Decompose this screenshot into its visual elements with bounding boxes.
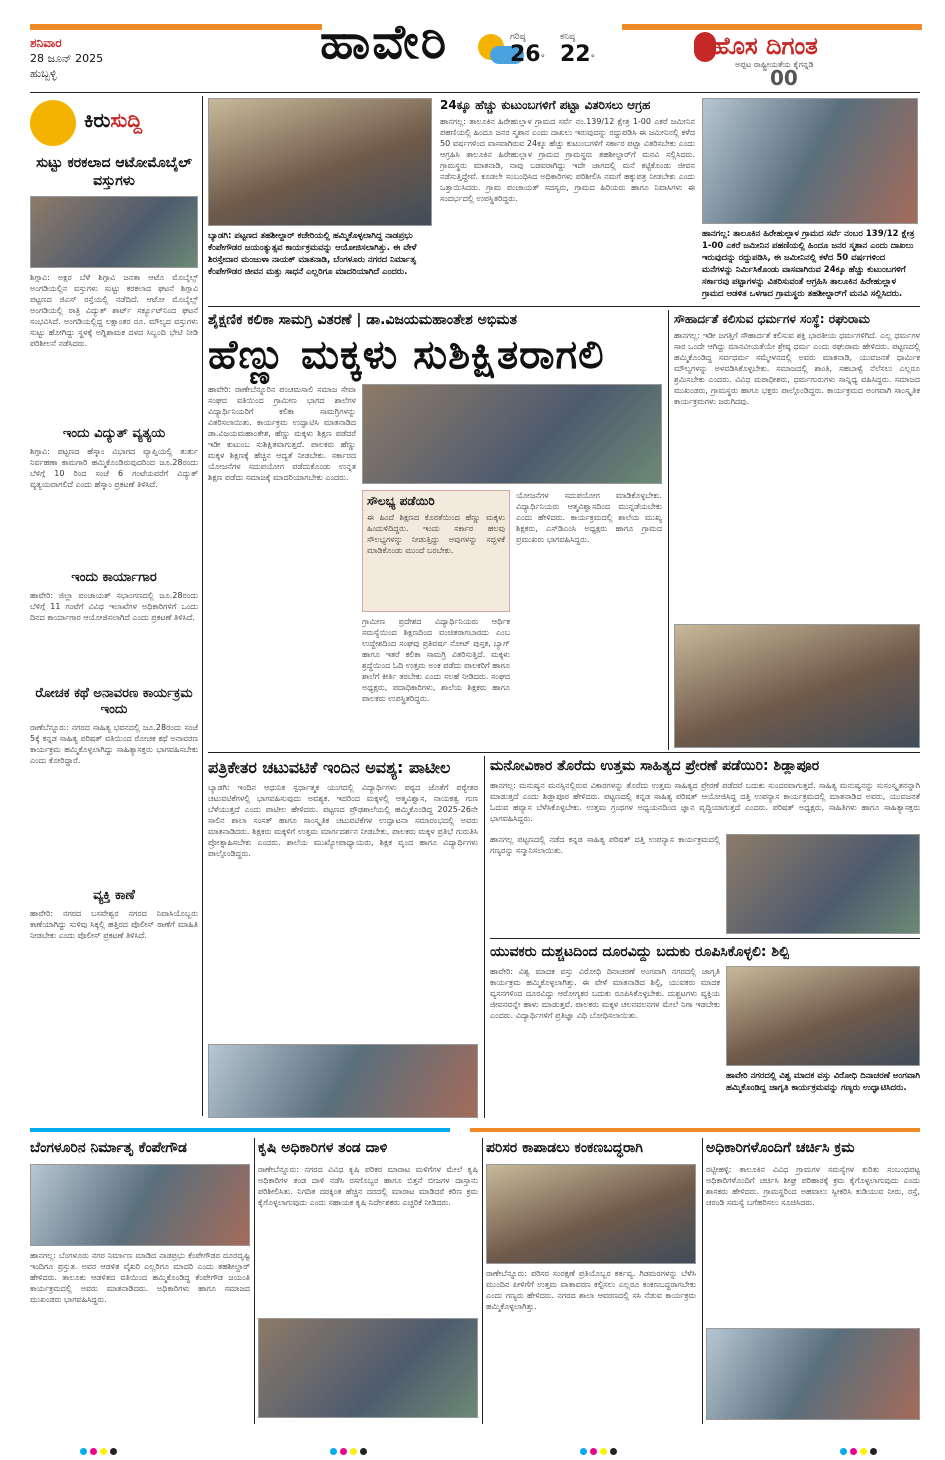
edition-title: ಹಾವೇರಿ <box>320 14 449 70</box>
photo-caption: ಹಾನಗಲ್ಲ: ತಾಲೂಕಿನ ಹಿರೇಹುಲ್ಲಾಳ ಗ್ರಾಮದ ಸರ್ವೆ ನಂಬರ 139/12 ಕ್ಷೇತ್ರ 1-00 ಎಕರೆ ಜಮೀನಿನ ಪಹಣಿಯಲ್ಲಿ ಹಿಂದೂ ಜನರ ಸ್ಮಶಾನ ಎಂದು ದಾಖಲು ಇರುವುದನ್ನು ರದ್ದುಪಡಿಸಿ, ಈ ಜಮೀನಿನಲ್ಲಿ ಕಳೆದ 50 ವರ್ಷಗಳಿಂದ ಮನೆಗಳನ್ನು ನಿರ್ಮಿಸಿಕೊಂಡು ವಾಸವಾಗಿರುವ 24ಕ್ಕೂ ಹೆಚ್ಚು ಕುಟುಂಬಗಳಿಗೆ ಸರ್ಕಾರವು ಪಟ್ಟಾಗಳನ್ನು ವಿತರಿಸುವಂತೆ ಆಗ್ರಹಿಸಿ ತಾಲೂಕಿನ ಹಿರೇಹುಲ್ಲಾಳ ಗ್ರಾಮದ ಆಡಳಿತ ಒಳಗಾದ ಗ್ರಾಮಸ್ಥರು ತಹಶೀಲ್ದಾರ್‌ಗೆ ಮನವಿ ಸಲ್ಲಿಸಿದರು. <box>702 229 915 299</box>
dateline-city: ಹುಬ್ಬಳ್ಳಿ <box>30 67 57 80</box>
anti-drug-event-photo <box>726 966 920 1066</box>
kiru-item-body: ಹಾವೇರಿ: ಜಿಲ್ಲಾ ಪಂಚಾಯತ್ ಸಭಾಂಗಣದಲ್ಲಿ ಜೂ.28ರಂದು ಬೆಳಿಗ್ಗೆ 11 ಗಂಟೆಗೆ ವಿವಿಧ ಇಲಾಖೆಗಳ ಅಧಿಕಾರಿಗಳಿಗೆ ಒಂದು ದಿನದ ಕಾರ್ಯಾಗಾರ ಆಯೋಜಿಸಲಾಗಿದೆ ಎಂದು ಪ್ರಕಟಣೆ ತಿಳಿಸಿದೆ. <box>30 591 198 622</box>
pointing-hand-icon <box>30 100 76 146</box>
kiru-item-body: ಶಿಗ್ಗಾವಿ: ಪಟ್ಟಣದ ಹೆಸ್ಕಾಂ ವಿಭಾಗದ ವ್ಯಾಪ್ತಿಯಲ್ಲಿ ತುರ್ತು ನಿರ್ವಹಣಾ ಕಾಮಗಾರಿ ಹಮ್ಮಿಕೊಂಡಿರುವುದರಿಂದ ಜೂ.28ರಂದು ಬೆಳಿಗ್ಗೆ 10 ರಿಂದ ಸಂಜೆ 6 ಗಂಟೆಯವರೆಗೆ ವಿದ್ಯುತ್ ವ್ಯತ್ಯಯವಾಗಲಿದೆ ಎಂದು ಹೆಸ್ಕಾಂ ಪ್ರಕಟಣೆ ತಿಳಿಸಿದೆ. <box>30 447 198 489</box>
column-rule <box>254 1138 255 1424</box>
column-rule <box>482 1138 483 1424</box>
story-body: ಬ್ಯಾಡಗಿ: ಇಂದಿನ ಆಧುನಿಕ ಸ್ಪರ್ಧಾತ್ಮಕ ಯುಗದಲ್ಲಿ ವಿದ್ಯಾರ್ಥಿಗಳು ಪಠ್ಯದ ಜೊತೆಗೆ ಪಠ್ಯೇತರ ಚಟುವಟಿಕೆಗಳಲ್ಲಿ ಭಾಗವಹಿಸುವುದು ಅವಶ್ಯಕ. ಇದರಿಂದ ಮಕ್ಕಳಲ್ಲಿ ಆತ್ಮವಿಶ್ವಾಸ, ನಾಯಕತ್ವ ಗುಣ ಬೆಳೆಯುತ್ತದೆ ಎಂದು ಪಾಟೀಲ ಹೇಳಿದರು. ಪಟ್ಟಣದ ಪ್ರೌಢಶಾಲೆಯಲ್ಲಿ ಹಮ್ಮಿಕೊಂಡಿದ್ದ 2025-26ನೇ ಸಾಲಿನ ಶಾಲಾ ಸಂಸತ್ ಹಾಗೂ ಸಾಂಸ್ಕೃತಿಕ ಚಟುವಟಿಕೆಗಳ ಉದ್ಘಾಟನಾ ಸಮಾರಂಭದಲ್ಲಿ ಅವರು ಮಾತನಾಡಿದರು. ಶಿಕ್ಷಕರು ಮಕ್ಕಳಿಗೆ ಉತ್ತಮ ಮಾರ್ಗದರ್ಶನ ನೀಡಬೇಕು, ಪಾಲಕರು ಮಕ್ಕಳ ಪ್ರತಿಭೆ ಗುರುತಿಸಿ ಪ್ರೋತ್ಸಾಹಿಸಬೇಕು ಎಂದರು. ಶಾಲೆಯ ಮುಖ್ಯೋಪಾಧ್ಯಾಯರು, ಶಿಕ್ಷಕ ವೃಂದ ಹಾಗೂ ವಿದ್ಯಾರ್ಥಿಗಳು ಪಾಲ್ಗೊಂಡಿದ್ದರು. <box>208 783 478 858</box>
page-number: 00 <box>770 66 798 90</box>
lead-body: ಹಾವೇರಿ: ರಾಣೇಬೆನ್ನೂರಿನ ಪಂಚಮಸಾಲಿ ಸಮಾಜ ಸೇವಾ ಸಂಘದ ವತಿಯಿಂದ ಗ್ರಾಮೀಣ ಭಾಗದ ಶಾಲೆಗಳ ವಿದ್ಯಾರ್ಥಿನಿಯರಿಗೆ ಕಲಿಕಾ ಸಾಮಗ್ರಿಗಳನ್ನು ವಿತರಿಸಲಾಯಿತು. ಕಾರ್ಯಕ್ರಮ ಉದ್ಘಾಟಿಸಿ ಮಾತನಾಡಿದ ಡಾ.ವಿಜಯಮಹಾಂತೇಶ, ಹೆಣ್ಣು ಮಕ್ಕಳು ಶಿಕ್ಷಣ ಪಡೆದರೆ ಇಡೀ ಕುಟುಂಬ ಸುಶಿಕ್ಷಿತವಾಗುತ್ತದೆ. ಪಾಲಕರು ಹೆಣ್ಣು ಮಕ್ಕಳ ಶಿಕ್ಷಣಕ್ಕೆ ಹೆಚ್ಚಿನ ಆದ್ಯತೆ ನೀಡಬೇಕು. ಸರ್ಕಾರದ ಯೋಜನೆಗಳ ಸದುಪಯೋಗ ಪಡೆದುಕೊಂಡು ಉನ್ನತ ಶಿಕ್ಷಣ ಪಡೆದು ಸಮಾಜಕ್ಕೆ ಮಾದರಿಯಾಗಬೇಕು ಎಂದರು. <box>208 385 356 482</box>
kiru-item-headline: ಸುಟ್ಟು ಕರಕಲಾದ ಆಟೋಮೊಬೈಲ್ ವಸ್ತುಗಳು <box>36 155 192 189</box>
lead-headline: ಹೆಣ್ಣು ಮಕ್ಕಳು ಸುಶಿಕ್ಷಿತರಾಗಲಿ <box>208 332 605 378</box>
literature-event-photo <box>726 834 920 934</box>
story-body: ರಟ್ಟೀಹಳ್ಳಿ: ತಾಲೂಕಿನ ವಿವಿಧ ಗ್ರಾಮಗಳ ಸಮಸ್ಯೆಗಳ ಕುರಿತು ಸಂಬಂಧಪಟ್ಟ ಅಧಿಕಾರಿಗಳೊಂದಿಗೆ ಚರ್ಚಿಸಿ ಶೀಘ್ರ ಪರಿಹಾರಕ್ಕೆ ಕ್ರಮ ಕೈಗೊಳ್ಳಲಾಗುವುದು ಎಂದು ಶಾಸಕರು ಹೇಳಿದರು. ಗ್ರಾಮಸ್ಥರಿಂದ ಅಹವಾಲು ಸ್ವೀಕರಿಸಿ ಕುಡಿಯುವ ನೀರು, ರಸ್ತೆ, ಚರಂಡಿ ಸಮಸ್ಯೆ ಬಗೆಹರಿಸಲು ಸೂಚಿಸಿದರು. <box>706 1165 920 1207</box>
kiru-item-headline: ಇಂದು ಕಾರ್ಯಾಗಾರ <box>71 570 157 585</box>
column-rule <box>484 756 485 1118</box>
story-headline: 24ಕ್ಕೂ ಹೆಚ್ಚು ಕುಟುಂಬಗಳಿಗೆ ಪಟ್ಟಾ ವಿತರಿಸಲು ಆಗ್ರಹ <box>440 98 651 112</box>
lead-body: ಯೋಜನೆಗಳ ಸದುಪಯೋಗ ಮಾಡಿಕೊಳ್ಳಬೇಕು. ವಿದ್ಯಾರ್ಥಿನಿಯರು ಆತ್ಮವಿಶ್ವಾಸದಿಂದ ಮುನ್ನಡೆಯಬೇಕು ಎಂದು ಹೇಳಿದರು. ಕಾರ್ಯಕ್ರಮದಲ್ಲಿ ಶಾಲೆಯ ಮುಖ್ಯ ಶಿಕ್ಷಕರು, ಎಸ್‌ಡಿಎಂಸಿ ಅಧ್ಯಕ್ಷರು ಹಾಗೂ ಗ್ರಾಮದ ಪ್ರಮುಖರು ಭಾಗವಹಿಸಿದ್ದರು. <box>516 491 662 544</box>
story-body: ಹಾವೇರಿ: ವಿಶ್ವ ಮಾದಕ ವಸ್ತು ವಿರೋಧಿ ದಿನಾಚರಣೆ ಅಂಗವಾಗಿ ನಗರದಲ್ಲಿ ಜಾಗೃತಿ ಕಾರ್ಯಕ್ರಮ ಹಮ್ಮಿಕೊಳ್ಳಲಾಗಿತ್ತು. ಈ ವೇಳೆ ಮಾತನಾಡಿದ ಶಿಲ್ಪಿ, ಯುವಕರು ಮಾದಕ ವ್ಯಸನಗಳಿಂದ ದೂರವಿದ್ದು ಆರೋಗ್ಯಕರ ಬದುಕು ರೂಪಿಸಿಕೊಳ್ಳಬೇಕು. ದುಶ್ಚಟಗಳು ವ್ಯಕ್ತಿಯ ಜೀವನವನ್ನೇ ಹಾಳು ಮಾಡುತ್ತವೆ. ಪಾಲಕರು ಮಕ್ಕಳ ಚಲನವಲನಗಳ ಮೇಲೆ ನಿಗಾ ಇಡಬೇಕು ಎಂದರು. ವಿದ್ಯಾರ್ಥಿಗಳಿಗೆ ಪ್ರತಿಜ್ಞಾ ವಿಧಿ ಬೋಧಿಸಲಾಯಿತು. <box>490 967 720 1020</box>
kiru-item-body: ರಾಣೆಬೆನ್ನೂರು: ನಗರದ ಸಾಹಿತ್ಯ ಭವನದಲ್ಲಿ ಜೂ.28ರಂದು ಸಂಜೆ 5ಕ್ಕೆ ಕನ್ನಡ ಸಾಹಿತ್ಯ ಪರಿಷತ್ ವತಿಯಿಂದ ರೋಚಕ ಕಥೆ ಅನಾವರಣ ಕಾರ್ಯಕ್ರಮ ಹಮ್ಮಿಕೊಳ್ಳಲಾಗಿದ್ದು ಸಾಹಿತ್ಯಾಸಕ್ತರು ಭಾಗವಹಿಸಬೇಕು ಎಂದು ಕೋರಿದ್ದಾರೆ. <box>30 723 198 765</box>
kiru-item-headline: ರೋಚಕ ಕಥೆ ಅನಾವರಣ ಕಾರ್ಯಕ್ರಮ ಇಂದು <box>35 686 193 717</box>
brand-name: ಹೊಸ ದಿಗಂತ <box>712 32 818 60</box>
story-body: ಹಾನಗಲ್ಲ: ಮನುಷ್ಯನ ಮನಸ್ಸಿನಲ್ಲಿರುವ ವಿಕಾರಗಳನ್ನು ತೊರೆದು ಉತ್ತಮ ಸಾಹಿತ್ಯದ ಪ್ರೇರಣೆ ಪಡೆದರೆ ಬದುಕು ಸುಂದರವಾಗುತ್ತದೆ. ಸಾಹಿತ್ಯ ಮನುಷ್ಯನನ್ನು ಸುಸಂಸ್ಕೃತನನ್ನಾಗಿ ಮಾಡುತ್ತದೆ ಎಂದು ಶಿಡ್ಲಾಪೂರ ಹೇಳಿದರು. ಪಟ್ಟಣದಲ್ಲಿ ಕನ್ನಡ ಸಾಹಿತ್ಯ ಪರಿಷತ್ ಆಯೋಜಿಸಿದ್ದ ದತ್ತಿ ಉಪನ್ಯಾಸ ಕಾರ್ಯಕ್ರಮದಲ್ಲಿ ಮಾತನಾಡಿದ ಅವರು, ಯುವಜನತೆ ಓದುವ ಹವ್ಯಾಸ ಬೆಳೆಸಿಕೊಳ್ಳಬೇಕು. ಉತ್ತಮ ಗ್ರಂಥಗಳ ಅಧ್ಯಯನದಿಂದ ಜ್ಞಾನ ವೃದ್ಧಿಯಾಗುತ್ತದೆ ಎಂದರು. ಪರಿಷತ್ ಅಧ್ಯಕ್ಷರು, ಸಾಹಿತಿಗಳು ಹಾಗೂ ಸಾಹಿತ್ಯಾಸಕ್ತರು ಭಾಗವಹಿಸಿದ್ದರು. <box>490 781 920 823</box>
story-headline: ಸೌಹಾರ್ದತೆ ಕಲಿಸುವ ಧರ್ಮಗಳ ಸಂಸ್ಥೆ: ರಘುರಾಮ <box>674 312 870 326</box>
max-temp: 26 <box>510 42 541 67</box>
story-headline: ಬೆಂಗಳೂರಿನ ನಿರ್ಮಾತೃ ಕೆಂಪೇಗೌಡ <box>30 1140 187 1156</box>
row-rule <box>208 306 920 307</box>
min-label: ಕನಿಷ್ಠ <box>560 32 576 42</box>
brand-tagline: ಅಪ್ಪಟ ರಾಷ್ಟ್ರೀಯತೆಯ ಕೈಗನ್ನಡಿ <box>735 60 814 69</box>
bottom-accent-rule <box>30 1128 450 1132</box>
max-label: ಗರಿಷ್ಠ <box>510 32 526 42</box>
min-degree: ° <box>590 54 596 64</box>
weather-min <box>560 32 595 67</box>
kirusuddi-title-a: ಕಿರು <box>84 108 111 132</box>
row-rule <box>208 752 920 753</box>
row-rule <box>490 938 920 939</box>
story-headline: ಪತ್ರಿಕೇತರ ಚಟುವಟಿಕೆ ಇಂದಿನ ಅವಶ್ಯ: ಪಾಟೀಲ <box>208 758 451 777</box>
quote-title: ಸೌಲಭ್ಯ ಪಡೆಯಿರಿ <box>367 494 435 508</box>
bottom-accent-rule <box>470 1128 920 1132</box>
kirusuddi-title-b: ಸುದ್ದಿ <box>110 108 143 132</box>
photo-caption: ಹಾನಗಲ್ಲ ಪಟ್ಟಣದಲ್ಲಿ ನಡೆದ ಕನ್ನಡ ಸಾಹಿತ್ಯ ಪರಿಷತ್ ದತ್ತಿ ಉಪನ್ಯಾಸ ಕಾರ್ಯಕ್ರಮದಲ್ಲಿ ಗಣ್ಯರನ್ನು ಸನ್ಮಾನಿಸಲಾಯಿತು. <box>490 835 720 855</box>
dateline-day: ಶನಿವಾರ <box>30 36 62 50</box>
kiru-item-body: ಶಿಗ್ಗಾವಿ: ಅಕ್ಷರ ಬೆಳೆ ಶಿಗ್ಗಾವಿ ಜನತಾ ಆಟೊ ಮೊಬೈಲ್ಸ್ ಅಂಗಡಿಯಲ್ಲಿನ ವಸ್ತುಗಳು ಸುಟ್ಟು ಕರಕಲಾದ ಘಟನೆ ಶಿಗ್ಗಾವಿ ಪಟ್ಟಣದ ಜಿಎಸ್ ರಸ್ತೆಯಲ್ಲಿ ನಡೆದಿದೆ. ಆಟೋ ಮೊಬೈಲ್ಸ್ ಅಂಗಡಿಯಲ್ಲಿ ರಾತ್ರಿ ವಿದ್ಯುತ್ ಶಾರ್ಟ್ ಸರ್ಕ್ಯೂಟ್‌ನಿಂದ ಘಟನೆ ಸಂಭವಿಸಿದೆ. ಅಂಗಡಿಯಲ್ಲಿದ್ದ ಲಕ್ಷಾಂತರ ರೂ. ಮೌಲ್ಯದ ವಸ್ತುಗಳು ಸುಟ್ಟು ಹೋಗಿದ್ದು ಸ್ಥಳಕ್ಕೆ ಅಗ್ನಿಶಾಮಕ ದಳದ ಸಿಬ್ಬಂದಿ ಭೇಟಿ ನೀಡಿ ಪರಿಶೀಲನೆ ನಡೆಸಿದರು. <box>30 273 198 348</box>
agriculture-raid-photo <box>258 1318 478 1418</box>
max-degree: ° <box>540 54 546 64</box>
dateline <box>30 36 103 81</box>
quote-body: ಈ ಹಿಂದೆ ಶಿಕ್ಷಣದ ಕೊರತೆಯಿಂದ ಹೆಣ್ಣು ಮಕ್ಕಳು ಹಿಂದುಳಿದಿದ್ದರು. ಇಂದು ಸರ್ಕಾರ ಹಲವು ಸೌಲಭ್ಯಗಳನ್ನು ನೀಡುತ್ತಿದ್ದು ಅವುಗಳನ್ನು ಸದ್ಬಳಕೆ ಮಾಡಿಕೊಂಡು ಮುಂದೆ ಬರಬೇಕು. <box>367 513 505 555</box>
column-rule <box>702 1138 703 1424</box>
lead-body: ಗ್ರಾಮೀಣ ಪ್ರದೇಶದ ವಿದ್ಯಾರ್ಥಿನಿಯರು ಆರ್ಥಿಕ ಸಮಸ್ಯೆಯಿಂದ ಶಿಕ್ಷಣದಿಂದ ವಂಚಿತರಾಗಬಾರದು ಎಂಬ ಉದ್ದೇಶದಿಂದ ಸಂಘವು ಪ್ರತಿವರ್ಷ ನೋಟ್ ಪುಸ್ತಕ, ಬ್ಯಾಗ್ ಹಾಗೂ ಇತರೆ ಕಲಿಕಾ ಸಾಮಗ್ರಿ ವಿತರಿಸುತ್ತಿದೆ. ಮಕ್ಕಳು ಶ್ರದ್ಧೆಯಿಂದ ಓದಿ ಉತ್ತಮ ಅಂಕ ಪಡೆದು ಪಾಲಕರಿಗೆ ಹಾಗೂ ಶಾಲೆಗೆ ಕೀರ್ತಿ ತರಬೇಕು ಎಂದು ಸಲಹೆ ನೀಡಿದರು. ಸಂಘದ ಅಧ್ಯಕ್ಷರು, ಪದಾಧಿಕಾರಿಗಳು, ಶಾಲೆಯ ಶಿಕ್ಷಕರು ಹಾಗೂ ಪಾಲಕರು ಉಪಸ್ಥಿತರಿದ್ದರು. <box>362 617 510 703</box>
school-event-photo <box>208 1044 478 1118</box>
kiru-item-headline: ವ್ಯಕ್ತಿ ಕಾಣೆ <box>93 888 135 903</box>
kempegowda-event-photo <box>208 98 432 226</box>
lead-kicker: ಶೈಕ್ಷಣಿಕ ಕಲಿಕಾ ಸಾಮಗ್ರಿ ವಿತರಣೆ | ಡಾ.ವಿಜಯಮಹಾಂತೇಶ ಅಭಿಮತ <box>208 312 518 328</box>
min-temp: 22 <box>560 42 591 67</box>
environment-event-photo <box>486 1164 696 1264</box>
story-headline: ಯುವಕರು ದುಶ್ಚಟದಿಂದ ದೂರವಿದ್ದು ಬದುಕು ರೂಪಿಸಿಕೊಳ್ಳಲಿ: ಶಿಲ್ಪಿ <box>490 944 790 960</box>
soharda-event-photo <box>674 624 920 748</box>
story-headline: ಮನೋವಿಕಾರ ತೊರೆದು ಉತ್ತಮ ಸಾಹಿತ್ಯದ ಪ್ರೇರಣೆ ಪಡೆಯಿರಿ: ಶಿಡ್ಲಾಪೂರ <box>490 758 820 774</box>
story-body: ಹಾನಗಲ್ಲ: ಬೆಂಗಳೂರು ನಗರ ನಿರ್ಮಾಣ ಮಾಡಿದ ನಾಡಪ್ರಭು ಕೆಂಪೇಗೌಡರ ದೂರದೃಷ್ಟಿ ಇಂದಿಗೂ ಪ್ರಸ್ತುತ. ಅವರ ಆಡಳಿತ ವೈಖರಿ ಎಲ್ಲರಿಗೂ ಮಾದರಿ ಎಂದು ತಹಶೀಲ್ದಾರ್ ಹೇಳಿದರು. ತಾಲೂಕು ಆಡಳಿತದ ವತಿಯಿಂದ ಹಮ್ಮಿಕೊಂಡಿದ್ದ ಕೆಂಪೇಗೌಡ ಜಯಂತಿ ಕಾರ್ಯಕ್ರಮದಲ್ಲಿ ಅವರು ಮಾತನಾಡಿದರು. ಅಧಿಕಾರಿಗಳು ಹಾಗೂ ಸಮಾಜದ ಮುಖಂಡರು ಭಾಗವಹಿಸಿದ್ದರು. <box>30 1251 250 1304</box>
kiru-item-body: ಹಾವೇರಿ: ನಗರದ ಬಸವೇಶ್ವರ ನಗರದ ನಿವಾಸಿಯೊಬ್ಬರು ಕಾಣೆಯಾಗಿದ್ದು ಸುಳಿವು ಸಿಕ್ಕಲ್ಲಿ ಹತ್ತಿರದ ಪೊಲೀಸ್ ಠಾಣೆಗೆ ಮಾಹಿತಿ ನೀಡಬೇಕು ಎಂದು ಪೊಲೀಸ್ ಪ್ರಕಟಣೆ ತಿಳಿಸಿದೆ. <box>30 909 198 940</box>
petition-submission-photo <box>702 98 918 224</box>
masthead-divider <box>30 92 920 93</box>
masthead-accent-bar-right <box>622 24 922 30</box>
story-body: ರಾಣೇಬೆನ್ನೂರು: ಪರಿಸರ ಸಂರಕ್ಷಣೆ ಪ್ರತಿಯೊಬ್ಬರ ಕರ್ತವ್ಯ. ಗಿಡಮರಗಳನ್ನು ಬೆಳೆಸಿ ಮುಂದಿನ ಪೀಳಿಗೆಗೆ ಉತ್ತಮ ವಾತಾವರಣ ಕಲ್ಪಿಸಲು ಎಲ್ಲರೂ ಕಂಕಣಬದ್ಧರಾಗಬೇಕು ಎಂದು ಗಣ್ಯರು ಹೇಳಿದರು. ನಗರದ ಶಾಲಾ ಆವರಣದಲ್ಲಿ ಸಸಿ ನೆಡುವ ಕಾರ್ಯಕ್ರಮ ಹಮ್ಮಿಕೊಳ್ಳಲಾಗಿತ್ತು. <box>486 1269 696 1311</box>
kirusuddi-title <box>84 108 142 132</box>
registration-marks <box>840 1440 880 1459</box>
masthead <box>0 0 945 92</box>
weather-max <box>510 32 545 67</box>
story-body: ಹಾನಗಲ್ಲ: ಇಡೀ ಜಗತ್ತಿಗೆ ಸೌಹಾರ್ದತೆ ಕಲಿಸುವ ಶಕ್ತಿ ಭಾರತೀಯ ಧರ್ಮಗಳಿಗಿದೆ. ಎಲ್ಲ ಧರ್ಮಗಳ ಸಾರ ಒಂದೇ ಆಗಿದ್ದು ಮಾನವೀಯತೆಯೇ ಶ್ರೇಷ್ಠ ಧರ್ಮ ಎಂದು ರಘುರಾಮ ಹೇಳಿದರು. ಪಟ್ಟಣದಲ್ಲಿ ಹಮ್ಮಿಕೊಂಡಿದ್ದ ಸರ್ವಧರ್ಮ ಸಮ್ಮೇಳನದಲ್ಲಿ ಅವರು ಮಾತನಾಡಿ, ಯುವಜನತೆ ಧಾರ್ಮಿಕ ಮೌಲ್ಯಗಳನ್ನು ಅಳವಡಿಸಿಕೊಳ್ಳಬೇಕು. ಸಮಾಜದಲ್ಲಿ ಶಾಂತಿ, ಸಹಬಾಳ್ವೆ ನೆಲೆಸಲು ಎಲ್ಲರೂ ಶ್ರಮಿಸಬೇಕು ಎಂದರು. ವಿವಿಧ ಮಠಾಧೀಶರು, ಧರ್ಮಗುರುಗಳು ಸಾನ್ನಿಧ್ಯ ವಹಿಸಿದ್ದರು. ಸಮಾಜದ ಮುಖಂಡರು, ಗ್ರಾಮಸ್ಥರು ಹಾಗೂ ಭಕ್ತರು ಪಾಲ್ಗೊಂಡಿದ್ದರು. ಕಾರ್ಯಕ್ರಮದ ಅಂಗವಾಗಿ ಸಾಂಸ್ಕೃತಿಕ ಕಾರ್ಯಕ್ರಮಗಳು ಜರುಗಿದವು. <box>674 331 920 406</box>
kempegowda-jayanti-photo <box>30 1164 250 1246</box>
lead-quote-box <box>362 490 510 612</box>
lead-event-photo <box>362 384 662 484</box>
photo-caption: ಹಾವೇರಿ ನಗರದಲ್ಲಿ ವಿಶ್ವ ಮಾದಕ ವಸ್ತು ವಿರೋಧಿ ದಿನಾಚರಣೆ ಅಂಗವಾಗಿ ಹಮ್ಮಿಕೊಂಡಿದ್ದ ಜಾಗೃತಿ ಕಾರ್ಯಕ್ರಮವನ್ನು ಗಣ್ಯರು ಉದ್ಘಾಟಿಸಿದರು. <box>726 1071 920 1093</box>
registration-marks <box>580 1440 620 1459</box>
photo-caption: ಬ್ಯಾಡಗಿ: ಪಟ್ಟಣದ ತಹಶೀಲ್ದಾರ್ ಕಚೇರಿಯಲ್ಲಿ ಹಮ್ಮಿಕೊಳ್ಳಲಾಗಿದ್ದ ನಾಡಪ್ರಭು ಕೆಂಪೇಗೌಡರ ಜಯಂತ್ಯುತ್ಸವ ಕಾರ್ಯಕ್ರಮವನ್ನು ಆಯೋಜಿಸಲಾಗಿತ್ತು. ಈ ವೇಳೆ ಶಿರಸ್ತೇದಾರ ಮಂಜುಳಾ ನಾಯಕ್ ಮಾತನಾಡಿ, ಬೆಂಗಳೂರು ನಗರದ ನಿರ್ಮಾತೃ ಕೆಂಪೇಗೌಡರ ಜೀವನ ಮತ್ತು ಸಾಧನೆ ಎಲ್ಲರಿಗೂ ಮಾದರಿಯಾಗಿದೆ ಎಂದರು. <box>208 231 417 277</box>
story-headline: ಅಧಿಕಾರಿಗಳೊಂದಿಗೆ ಚರ್ಚಿಸಿ ಕ್ರಮ <box>706 1140 855 1156</box>
story-body: ರಾಣೇಬೆನ್ನೂರು: ನಗರದ ವಿವಿಧ ಕೃಷಿ ಪರಿಕರ ಮಾರಾಟ ಮಳಿಗೆಗಳ ಮೇಲೆ ಕೃಷಿ ಅಧಿಕಾರಿಗಳ ತಂಡ ದಾಳಿ ನಡೆಸಿ ರಸಗೊಬ್ಬರ ಹಾಗೂ ಬಿತ್ತನೆ ಬೀಜಗಳ ದಾಸ್ತಾನು ಪರಿಶೀಲಿಸಿತು. ನಿಗದಿತ ದರಕ್ಕಿಂತ ಹೆಚ್ಚಿನ ದರದಲ್ಲಿ ಮಾರಾಟ ಮಾಡಿದರೆ ಕಠಿಣ ಕ್ರಮ ಕೈಗೊಳ್ಳಲಾಗುವುದು ಎಂದು ಸಹಾಯಕ ಕೃಷಿ ನಿರ್ದೇಶಕರು ಎಚ್ಚರಿಕೆ ನೀಡಿದರು. <box>258 1165 478 1207</box>
officials-meeting-photo <box>706 1328 920 1420</box>
column-rule <box>668 310 669 750</box>
registration-marks <box>80 1440 120 1459</box>
dateline-date: 28 ಜೂನ್ 2025 <box>30 52 104 65</box>
masthead-accent-bar-left <box>30 24 322 30</box>
story-headline: ಕೃಷಿ ಅಧಿಕಾರಿಗಳ ತಂಡ ದಾಳಿ <box>258 1140 388 1156</box>
kiru-item-1 <box>30 154 198 190</box>
column-rule <box>202 96 203 1116</box>
kiru-item-headline: ಇಂದು ವಿದ್ಯುತ್ ವ್ಯತ್ಯಯ <box>62 426 166 441</box>
fire-damage-photo <box>30 196 198 268</box>
story-body: ಹಾನಗಲ್ಲ: ತಾಲೂಕಿನ ಹಿರೇಹುಲ್ಲಾಳ ಗ್ರಾಮದ ಸರ್ವೆ ನಂ.139/12 ಕ್ಷೇತ್ರ 1-00 ಎಕರೆ ಜಮೀನಿನ ಪಹಣಿಯಲ್ಲಿ ಹಿಂದೂ ಜನರ ಸ್ಮಶಾನ ಎಂದು ದಾಖಲು ಇರುವುದನ್ನು ರದ್ದುಪಡಿಸಿ ಈ ಜಮೀನಿನಲ್ಲಿ ಕಳೆದ 50 ವರ್ಷಗಳಿಂದ ವಾಸವಾಗಿರುವ 24ಕ್ಕೂ ಹೆಚ್ಚು ಕುಟುಂಬಗಳಿಗೆ ಸರ್ಕಾರ ಪಟ್ಟಾ ವಿತರಿಸಬೇಕು ಎಂದು ಆಗ್ರಹಿಸಿ ತಾಲೂಕಿನ ಹಿರೇಹುಲ್ಲಾಳ ಗ್ರಾಮದ ಗ್ರಾಮಸ್ಥರು ತಹಶೀಲ್ದಾರ್‌ಗೆ ಮನವಿ ಸಲ್ಲಿಸಿದರು. ಗ್ರಾಮಸ್ಥರು ಮಾತನಾಡಿ, ನಾವು ಬಡವರಾಗಿದ್ದು ಇದೇ ಜಾಗದಲ್ಲಿ ಮನೆ ಕಟ್ಟಿಕೊಂಡು ಜೀವನ ನಡೆಸುತ್ತಿದ್ದೇವೆ. ಕೂಡಲೇ ಸಂಬಂಧಿಸಿದ ಅಧಿಕಾರಿಗಳು ಪರಿಶೀಲಿಸಿ ನಮಗೆ ಹಕ್ಕುಪತ್ರ ನೀಡಬೇಕು ಎಂದು ಒತ್ತಾಯಿಸಿದರು. ಗ್ರಾಮ ಪಂಚಾಯತ್ ಸದಸ್ಯರು, ಗ್ರಾಮದ ಹಿರಿಯರು ಹಾಗೂ ನಿವಾಸಿಗಳು ಈ ಸಂದರ್ಭದಲ್ಲಿ ಉಪಸ್ಥಿತರಿದ್ದರು. <box>440 117 695 203</box>
story-headline: ಪರಿಸರ ಕಾಪಾಡಲು ಕಂಕಣಬದ್ಧರಾಗಿ <box>486 1140 643 1156</box>
registration-marks <box>330 1440 370 1459</box>
